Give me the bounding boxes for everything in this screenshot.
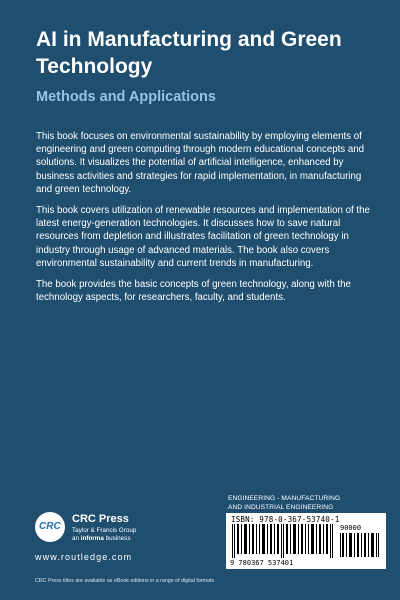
barcode-digits: 9 780367 537401 <box>230 559 294 567</box>
description-paragraph: This book covers utilization of renewable resources and implementation of the latest energy-generation technologies. It discusses how to save natural resources from depletion and illustrates facilitation of green technology in industry through usage of advanced materials. The book also covers environmental sustainability and current trends in manufacturing. <box>36 205 370 269</box>
price-code: 90000 <box>340 524 362 532</box>
price-barcode-bars <box>340 533 380 557</box>
isbn-number: ISBN: 978-0-367-53740-1 <box>231 515 340 524</box>
ebook-footnote: CRC Press titles are available as eBook editions in a range of digital formats <box>35 578 215 584</box>
publisher-name: CRC Press <box>72 513 129 525</box>
subject-category <box>228 494 388 512</box>
book-subtitle: Methods and Applications <box>36 89 216 105</box>
category-line: ENGINEERING - MANUFACTURING <box>228 495 341 502</box>
description-paragraph: This book focuses on environmental sustainability by employing elements of engineering and green computing through modern educational concepts and solutions. It visualizes the potential of artificial intelligence, enhanced by business activities and strategies for rapid implementation, in manufacturing and green technology. <box>36 131 364 195</box>
logo-lettering: CRC <box>39 521 61 532</box>
publisher-group: Taylor & Francis Group <box>72 527 137 534</box>
book-title: AI in Manufacturing and Green Technology <box>36 28 342 78</box>
isbn-barcode <box>226 513 386 569</box>
publisher-website[interactable]: www.routledge.com <box>35 552 133 562</box>
description-paragraph: The book provides the basic concepts of green technology, along with the technology aspects, for researchers, faculty, and students. <box>36 279 351 304</box>
category-line: AND INDUSTRIAL ENGINEERING <box>228 504 334 511</box>
publisher-informa: an informa business <box>72 535 131 542</box>
barcode-bars <box>230 524 336 558</box>
crc-press-logo <box>35 512 65 542</box>
book-description <box>36 130 374 312</box>
